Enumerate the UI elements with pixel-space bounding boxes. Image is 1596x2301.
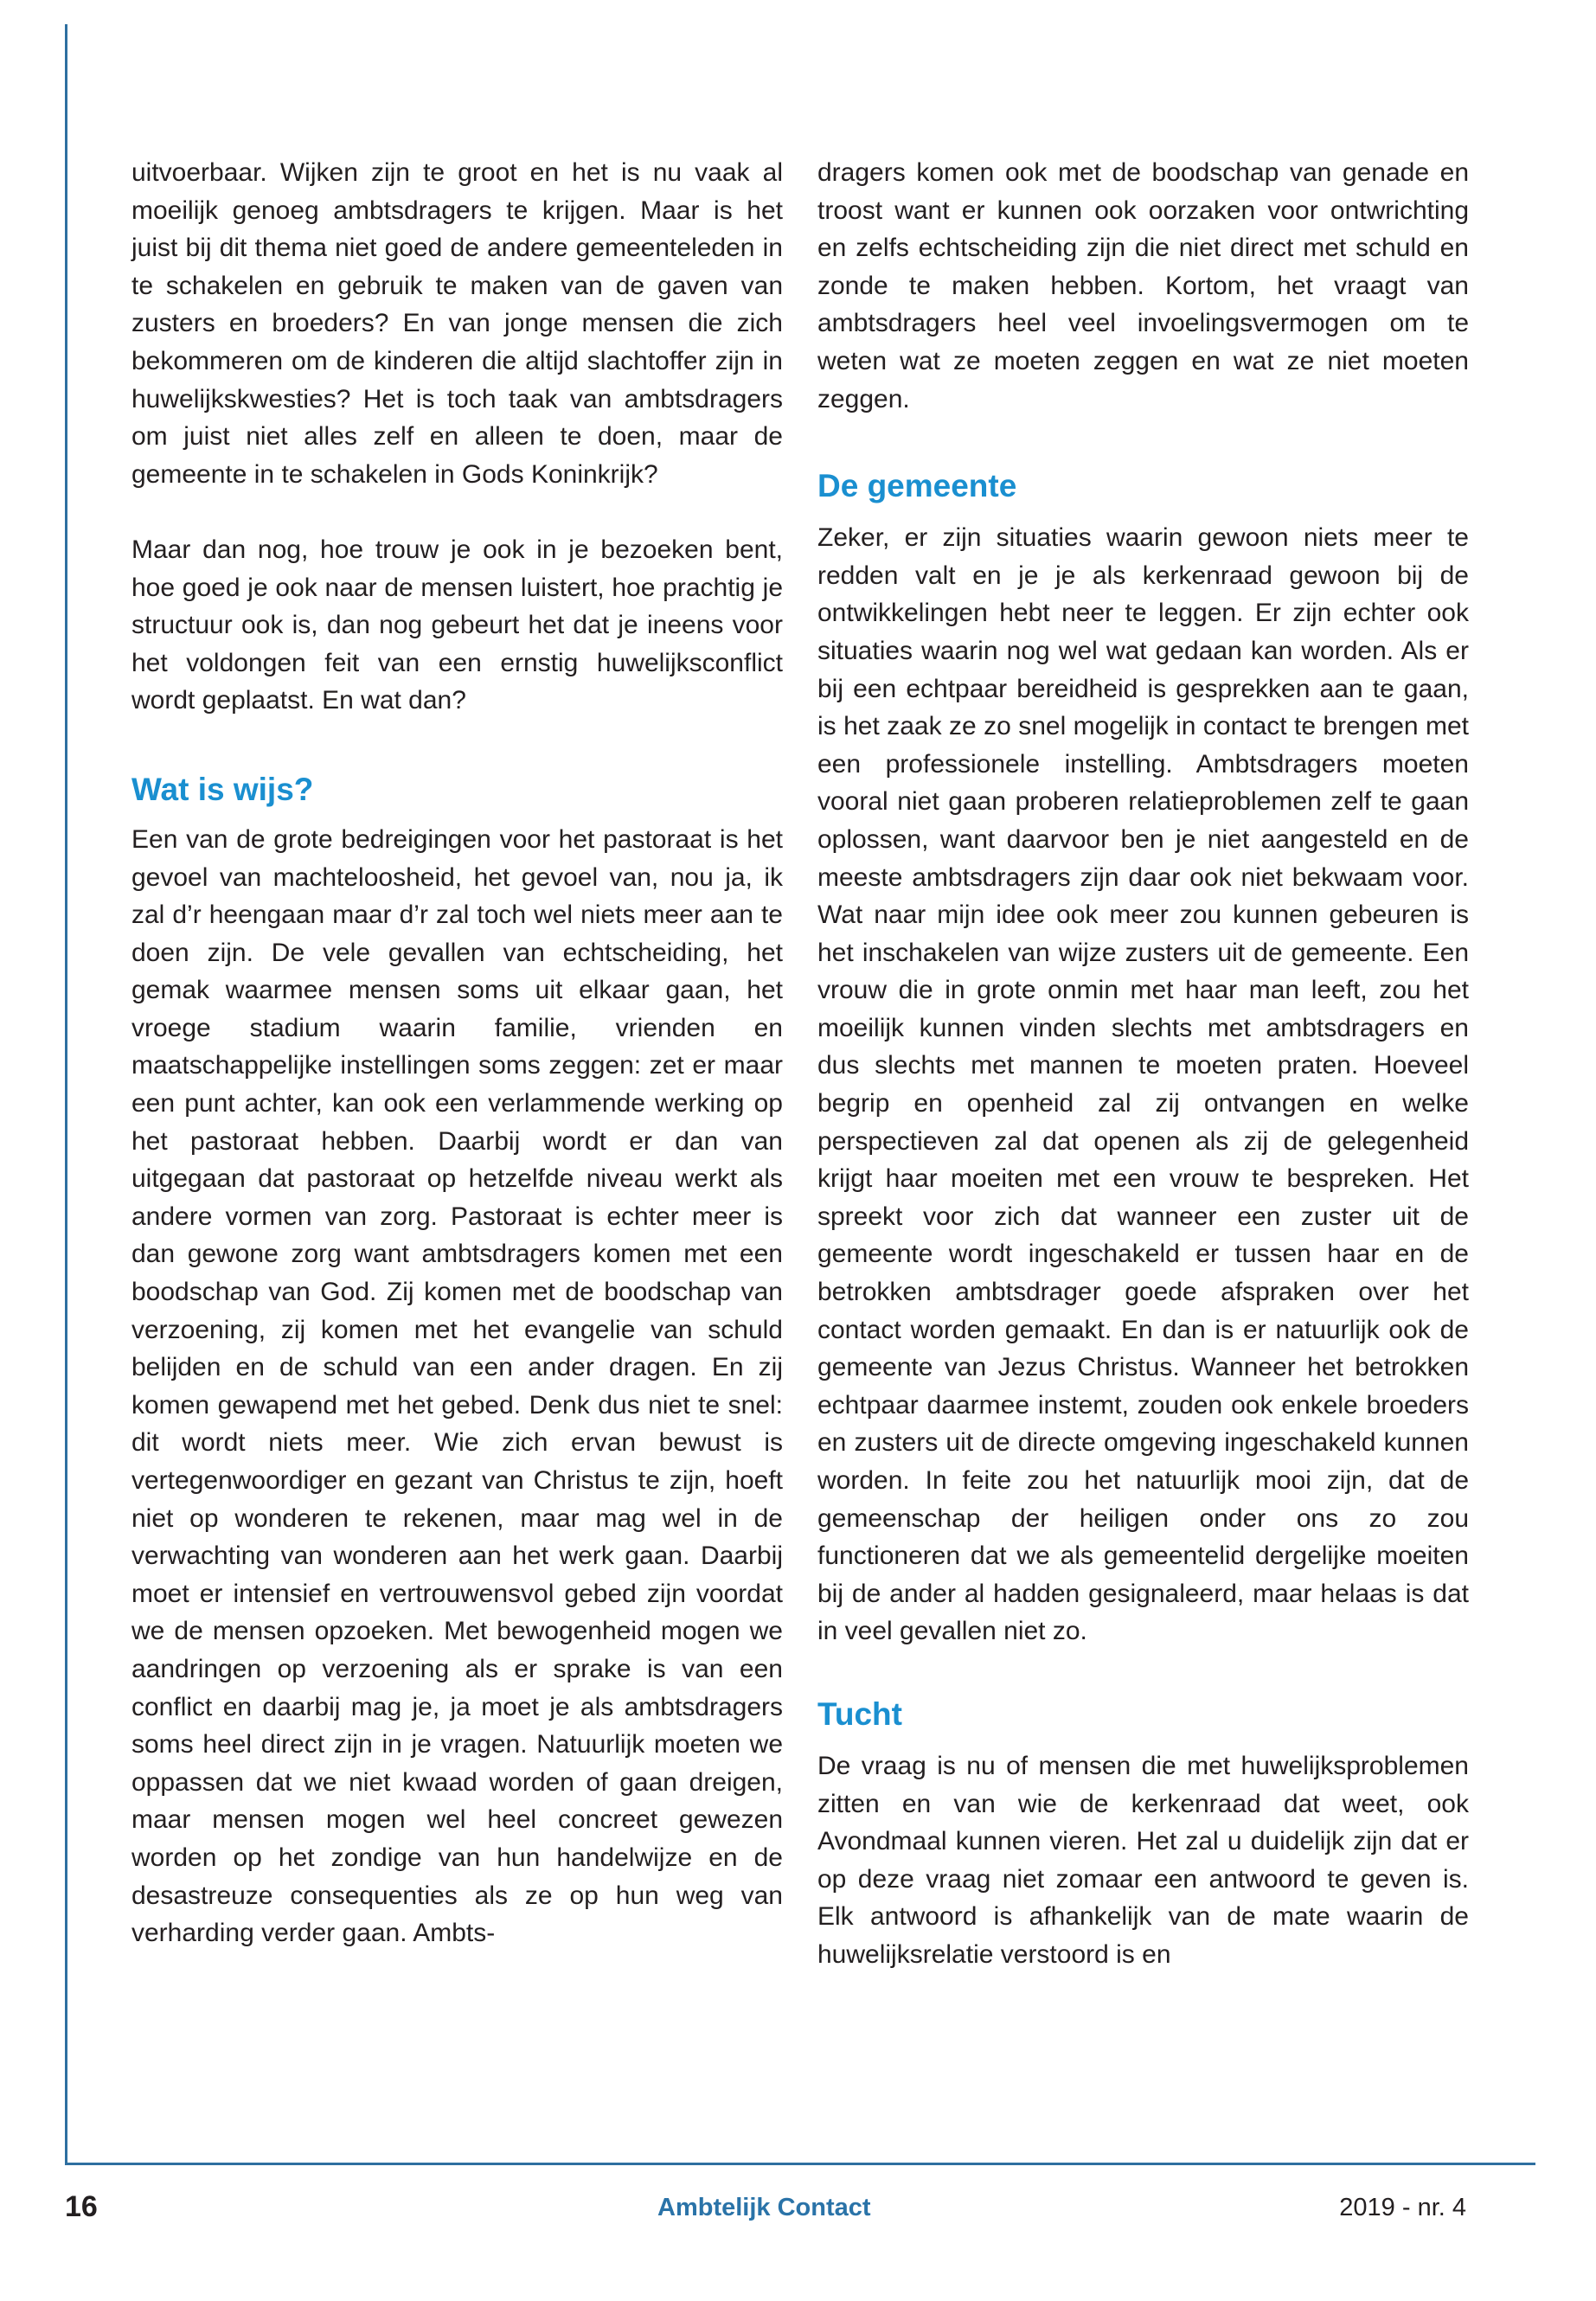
paragraph: Maar dan nog, hoe trouw je ook in je bezoeken bent, hoe goed je ook naar de mensen luistert, hoe prachtig je structuur ook is, dan nog gebeurt het dat je ineens voor het voldongen feit van een ernstig huwelijksconflict wordt geplaatst. En wat dan? — [131, 535, 783, 715]
issue-label: 2019 - nr. 4 — [1339, 2194, 1466, 2221]
heading-gap — [817, 507, 1469, 519]
publication-title: Ambtelijk Contact — [657, 2194, 871, 2221]
margin-rule-vertical — [65, 24, 67, 2165]
section-heading: Tucht — [817, 1695, 902, 1732]
section-gap — [817, 418, 1469, 465]
right-column — [817, 154, 1469, 1974]
page-number: 16 — [65, 2190, 98, 2223]
section-gap — [131, 720, 783, 769]
heading-gap — [131, 811, 783, 821]
paragraph-gap — [131, 493, 783, 531]
paragraph: dragers komen ook met de boodschap van genade en troost want er kunnen ook oorzaken voor ontwrichting en zelfs echtscheiding zijn die niet direct met schuld en zonde te maken hebben. Kortom, het vraagt van ambtsdragers heel veel invoelingsvermogen om te weten wat ze moeten zeggen en wat ze niet moeten zeggen. — [817, 158, 1469, 413]
left-column — [131, 154, 783, 1952]
footer-rule — [65, 2163, 1535, 2165]
paragraph: De vraag is nu of mensen die met huwelijksproblemen zitten en van wie de kerkenraad dat weet, ook Avondmaal kunnen vieren. Het zal u duidelijk zijn dat er op deze vraag niet zomaar een antwoord te geven is. Elk antwoord is afhankelijk van de mate waarin de huwelijksrelatie verstoord is en — [817, 1751, 1469, 1969]
heading-gap — [817, 1735, 1469, 1747]
paragraph: Een van de grote bedreigingen voor het pastoraat is het gevoel van machteloosheid, het gevoel van, nou ja, ik zal d’r heengaan maar d’r zal toch wel niets meer aan te doen zijn. De vele gevallen van echtscheiding, het gemak waarmee mensen soms uit elkaar gaan, het vroege stadium waarin familie, vrienden en maatschappelijke instellingen soms zeggen: zet er maar een punt achter, kan ook een verlammende werking op het pastoraat hebben. Daarbij wordt er dan van uitgegaan dat pastoraat op hetzelfde niveau werkt als andere vormen van zorg. Pastoraat is echter meer is dan gewone zorg want ambtsdragers komen met een boodschap van God. Zij komen met de boodschap van verzoening, zij komen met het evangelie van schuld belijden en de schuld van een ander dragen. En zij komen gewapend met het gebed. Denk dus niet te snel: dit wordt niets meer. Wie zich ervan bewust is vertegenwoordiger en gezant van Christus te zijn, hoeft niet op wonderen te rekenen, maar mag wel in de verwachting van wonderen aan het werk gaan. Daarbij moet er intensief en vertrouwensvol gebed zijn voordat we de mensen opzoeken. Met bewogenheid mogen we aandringen op verzoening als er sprake is van een conflict en daarbij mag je, ja moet je als ambtsdragers soms heel direct zijn in je vragen. Natuurlijk moeten we oppassen dat we niet kwaad worden of gaan dreigen, maar mensen mogen wel heel concreet gewezen worden op het zondige van hun handelwijze en de desastreuze consequenties als ze op hun weg van verharding verder gaan. Ambts- — [131, 824, 783, 1948]
section-heading: Wat is wijs? — [131, 771, 314, 807]
section-gap — [817, 1650, 1469, 1694]
paragraph: Zeker, er zijn situaties waarin gewoon niets meer te redden valt en je je als kerkenraad gewoon bij de ontwikkelingen hebt neer te leggen. Er zijn echter ook situaties waarin nog wel wat gedaan kan worden. Als er bij een echtpaar bereidheid is gesprekken aan te gaan, is het zaak ze zo snel mogelijk in contact te brengen met een professionele instelling. Ambtsdragers moeten vooral niet gaan proberen relatieproblemen zelf te gaan oplossen, want daarvoor ben je niet aangesteld en de meeste ambtsdragers zijn daar ook niet bekwaam voor. Wat naar mijn idee ook meer zou kunnen gebeuren is het inschakelen van wijze zusters uit de gemeente. Een vrouw die in grote onmin met haar man leeft, zou het moeilijk kunnen vinden slechts met ambtsdragers en dus slechts met mannen te moeten praten. Hoeveel begrip en openheid zal zij ontvangen en welke perspectieven zal dat openen als zij de gelegenheid krijgt haar moeiten met een vrouw te bespreken. Het spreekt voor zich dat wanneer een zuster uit de gemeente wordt ingeschakeld er tussen haar en de betrokken ambtsdrager goede afspraken over het contact worden gemaakt. En dan is er natuurlijk ook de gemeente van Jezus Christus. Wanneer het betrokken echtpaar daarmee instemt, zouden ook enkele broeders en zusters uit de directe omgeving ingeschakeld kunnen worden. In feite zou het natuurlijk mooi zijn, dat de gemeenschap der heiligen onder ons zo zou functioneren dat we als gemeentelid dergelijke moeiten bij de ander al hadden gesignaleerd, maar helaas is dat in veel gevallen niet zo. — [817, 523, 1469, 1646]
paragraph: uitvoerbaar. Wijken zijn te groot en het is nu vaak al moeilijk genoeg ambtsdragers te krijgen. Maar is het juist bij dit thema niet goed de andere gemeenteleden in te schakelen en gebruik te maken van de gaven van zusters en broeders? En van jonge mensen die zich bekommeren om de kinderen die altijd slachtoffer zijn in huwelijkskwesties? Het is toch taak van ambtsdragers om juist niet alles zelf en alleen te doen, maar de gemeente in te schakelen in Gods Koninkrijk? — [131, 158, 783, 489]
section-heading: De gemeente — [817, 468, 1017, 504]
